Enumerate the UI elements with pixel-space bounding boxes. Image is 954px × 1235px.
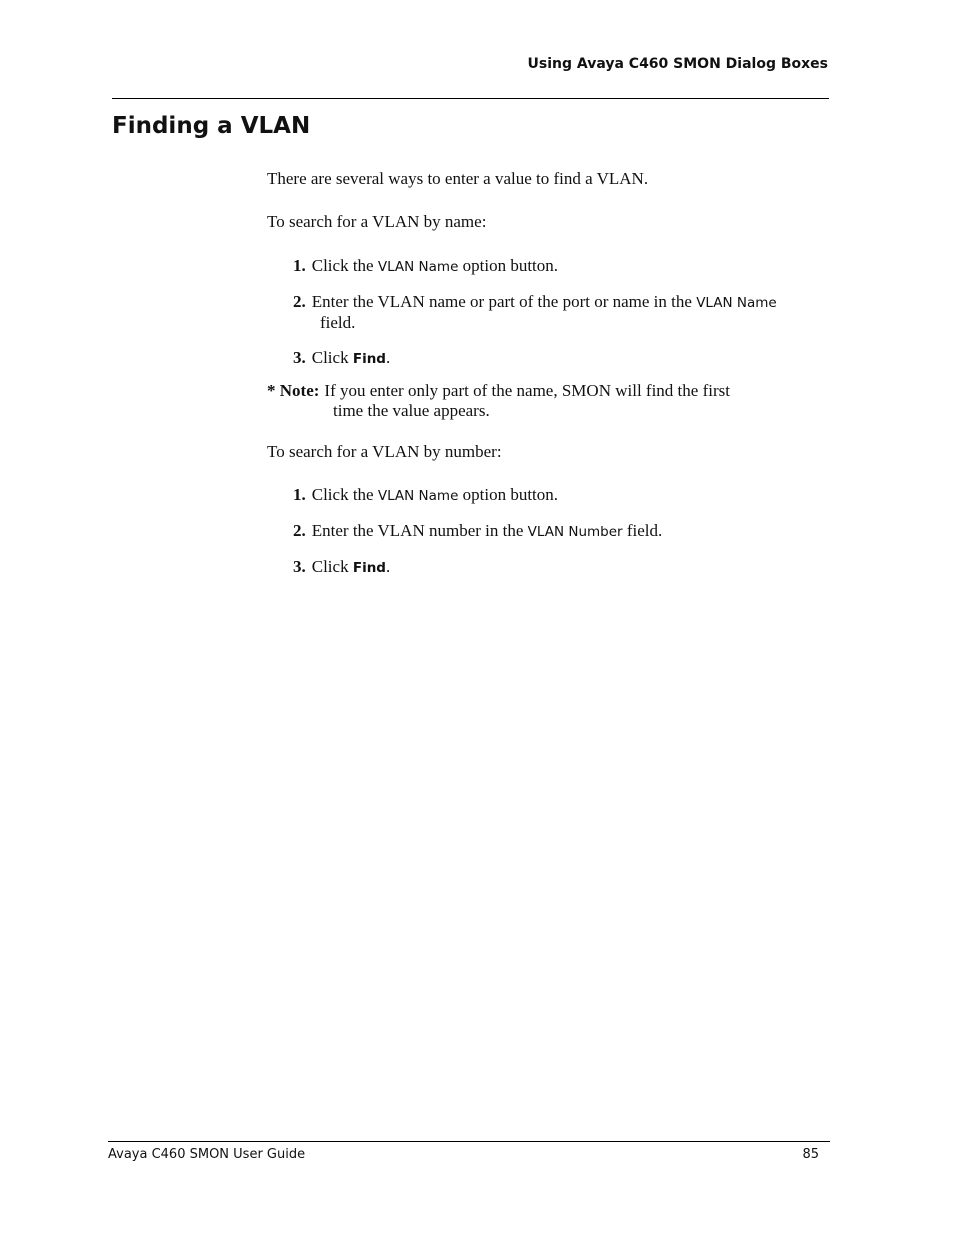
by-number-step-3 — [293, 557, 390, 578]
ui-term: VLAN Number — [527, 524, 623, 540]
note-text: If you enter only part of the name, SMON will find the first — [324, 381, 730, 400]
by-name-lead: To search for a VLAN by name: — [267, 212, 487, 231]
by-number-step-2 — [293, 521, 662, 542]
ui-term: VLAN Name — [377, 259, 459, 275]
note-text: time the value appears. — [333, 401, 490, 420]
step-number: 2. — [293, 292, 306, 311]
header-rule — [112, 98, 829, 99]
step-text: Enter the VLAN name or part of the port or name in the — [311, 292, 692, 311]
ui-term: Find — [352, 560, 386, 576]
page-number: 85 — [802, 1147, 819, 1162]
step-text: Enter the VLAN number in the — [311, 521, 524, 540]
step-number: 3. — [293, 348, 306, 367]
step-text: Click — [311, 557, 349, 576]
by-number-lead: To search for a VLAN by number: — [267, 442, 502, 461]
by-number-step-1 — [293, 485, 558, 506]
running-header: Using Avaya C460 SMON Dialog Boxes — [527, 56, 828, 72]
note-label: * Note: — [267, 381, 320, 400]
step-text: Click — [311, 348, 349, 367]
step-text: . — [385, 348, 391, 367]
step-text: field. — [626, 521, 663, 540]
step-text: option button. — [462, 256, 559, 275]
footer-doc-title: Avaya C460 SMON User Guide — [108, 1147, 306, 1162]
footer-rule — [108, 1141, 830, 1142]
step-text: . — [385, 557, 391, 576]
ui-term: Find — [352, 351, 386, 367]
step-number: 2. — [293, 521, 306, 540]
step-number: 1. — [293, 256, 306, 275]
ui-term: VLAN Name — [696, 295, 777, 311]
step-text: Click the — [311, 256, 374, 275]
step-number: 1. — [293, 485, 306, 504]
by-name-step-1 — [293, 256, 558, 277]
note-block — [267, 381, 730, 421]
step-number: 3. — [293, 557, 306, 576]
section-title: Finding a VLAN — [112, 113, 311, 139]
step-text: Click the — [311, 485, 374, 504]
step-text: option button. — [462, 485, 559, 504]
by-name-step-3 — [293, 348, 390, 369]
intro-paragraph: There are several ways to enter a value to find a VLAN. — [267, 169, 649, 188]
ui-term: VLAN Name — [377, 488, 459, 504]
step-text: field. — [320, 313, 356, 332]
by-name-step-2 — [293, 292, 777, 333]
